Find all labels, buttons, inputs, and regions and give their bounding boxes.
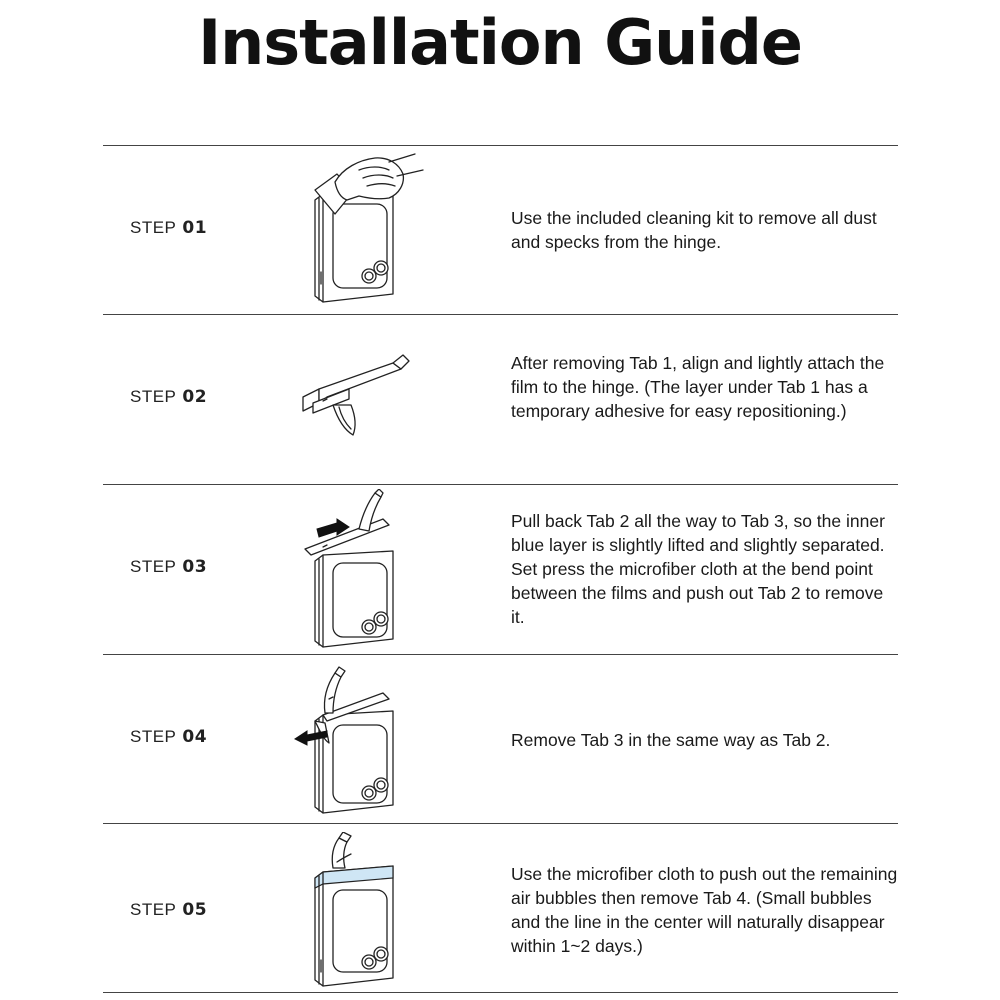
peel-tab-3-arrow-icon bbox=[293, 663, 433, 819]
step-number: 04 bbox=[182, 727, 208, 747]
divider bbox=[103, 992, 898, 993]
hinge-film-with-tab-icon bbox=[293, 345, 433, 455]
step-label bbox=[130, 218, 207, 238]
hand-cleaning-phone-hinge-icon bbox=[293, 152, 433, 308]
step-prefix: STEP bbox=[130, 557, 177, 576]
page-title: Installation Guide bbox=[198, 6, 802, 79]
step-02 bbox=[103, 315, 898, 483]
step-label bbox=[130, 557, 207, 577]
step-03 bbox=[103, 485, 898, 653]
step-number: 01 bbox=[182, 218, 208, 238]
step-description: Use the microfiber cloth to push out the remaining air bubbles then remove Tab 4. (Small bubbles and the line in the center will naturally disappear within 1~2 days.) bbox=[511, 864, 898, 956]
step-number: 02 bbox=[182, 387, 208, 407]
step-prefix: STEP bbox=[130, 387, 177, 406]
step-description: Use the included cleaning kit to remove all dust and specks from the hinge. bbox=[511, 208, 877, 252]
step-04 bbox=[103, 655, 898, 823]
peel-tab-2-arrow-icon bbox=[293, 489, 433, 649]
step-number: 05 bbox=[182, 900, 208, 920]
step-description: Remove Tab 3 in the same way as Tab 2. bbox=[511, 730, 831, 750]
step-number: 03 bbox=[182, 557, 208, 577]
step-05 bbox=[103, 824, 898, 992]
phone-blue-film-tab-4-icon bbox=[293, 832, 433, 988]
step-prefix: STEP bbox=[130, 218, 177, 237]
step-label bbox=[130, 727, 207, 747]
step-prefix: STEP bbox=[130, 727, 177, 746]
step-description: After removing Tab 1, align and lightly attach the film to the hinge. (The layer under Tab 1 has a temporary adhesive for easy repositioning.) bbox=[511, 353, 885, 421]
step-prefix: STEP bbox=[130, 900, 177, 919]
step-01 bbox=[103, 146, 898, 314]
step-label bbox=[130, 900, 207, 920]
step-label bbox=[130, 387, 207, 407]
step-description: Pull back Tab 2 all the way to Tab 3, so the inner blue layer is slightly lifted and slightly separated. Set press the microfiber cloth at the bend point between the films and push out Tab 2 to remove it. bbox=[511, 511, 885, 627]
